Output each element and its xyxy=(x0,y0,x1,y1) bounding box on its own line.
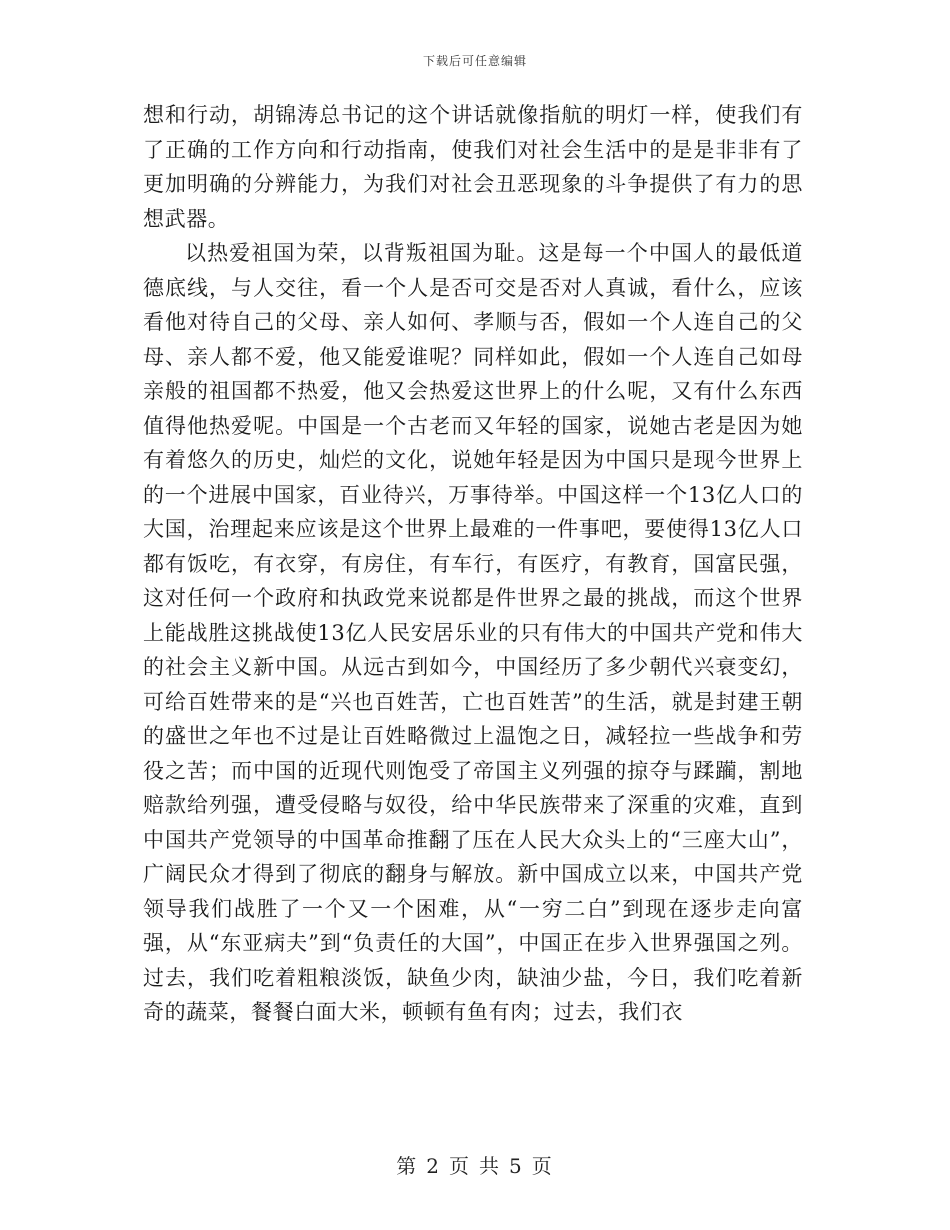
current-page-number: 2 xyxy=(426,1154,441,1178)
page-footer xyxy=(0,1150,950,1179)
document-body xyxy=(143,98,803,1030)
paragraph-continuation: 想和行动，胡锦涛总书记的这个讲话就像指航的明灯一样，使我们有了正确的工作方向和行动指南，使我们对社会生活中的是是非非有了更加明确的分辨能力，为我们对社会丑恶现象的斗争提供了有力的思想武器。 xyxy=(143,103,803,231)
footer-total-prefix: 共 xyxy=(479,1154,501,1178)
page-header: 下载后可任意编辑 xyxy=(422,54,527,68)
paragraph: 以热爱祖国为荣，以背叛祖国为耻。这是每一个中国人的最低道德底线，与人交往，看一个人是否可交是否对人真诚，看什么，应该看他对待自己的父母、亲人如何、孝顺与否，假如一个人连自己的父母、亲人都不爱，他又能爱谁呢？同样如此，假如一个人连自己如母亲般的祖国都不热爱，他又会热爱这世界上的什么呢，又有什么东西值得他热爱呢。中国是一个古老而又年轻的国家，说她古老是因为她有着悠久的历史，灿烂的文化，说她年轻是因为中国只是现今世界上的一个进展中国家，百业待兴，万事待举。中国这样一个13亿人口的大国，治理起来应该是这个世界上最难的一件事吧，要使得13亿人口都有饭吃，有衣穿，有房住，有车行，有医疗，有教育，国富民强，这对任何一个政府和执政党来说都是件世界之最的挑战，而这个世界上能战胜这挑战使13亿人民安居乐业的只有伟大的中国共产党和伟大的社会主义新中国。从远古到如今，中国经历了多少朝代兴衰变幻，可给百姓带来的是“兴也百姓苦，亡也百姓苦”的生活，就是封建王朝的盛世之年也不过是让百姓略微过上温饱之日，减轻拉一些战争和劳役之苦；而中国的近现代则饱受了帝国主义列强的掠夺与蹂躏，割地赔款给列强，遭受侵略与奴役，给中华民族带来了深重的灾难，直到中国共产党领导的中国革命推翻了压在人民大众头上的“三座大山”，广阔民众才得到了彻底的翻身与解放。新中国成立以来，中国共产党领导我们战胜了一个又一个困难，从“一穷二白”到现在逐步走向富强，从“东亚病夫”到“负责任的大国”，中国正在步入世界强国之列。过去，我们吃着粗粮淡饭，缺鱼少肉，缺油少盐，今日，我们吃着新奇的蔬菜，餐餐白面大米，顿顿有鱼有肉；过去，我们衣 xyxy=(143,241,803,1024)
footer-page-label: 页 xyxy=(449,1154,471,1178)
footer-total-label: 页 xyxy=(531,1154,554,1178)
footer-prefix: 第 xyxy=(396,1154,419,1178)
total-pages-number: 5 xyxy=(509,1154,524,1178)
